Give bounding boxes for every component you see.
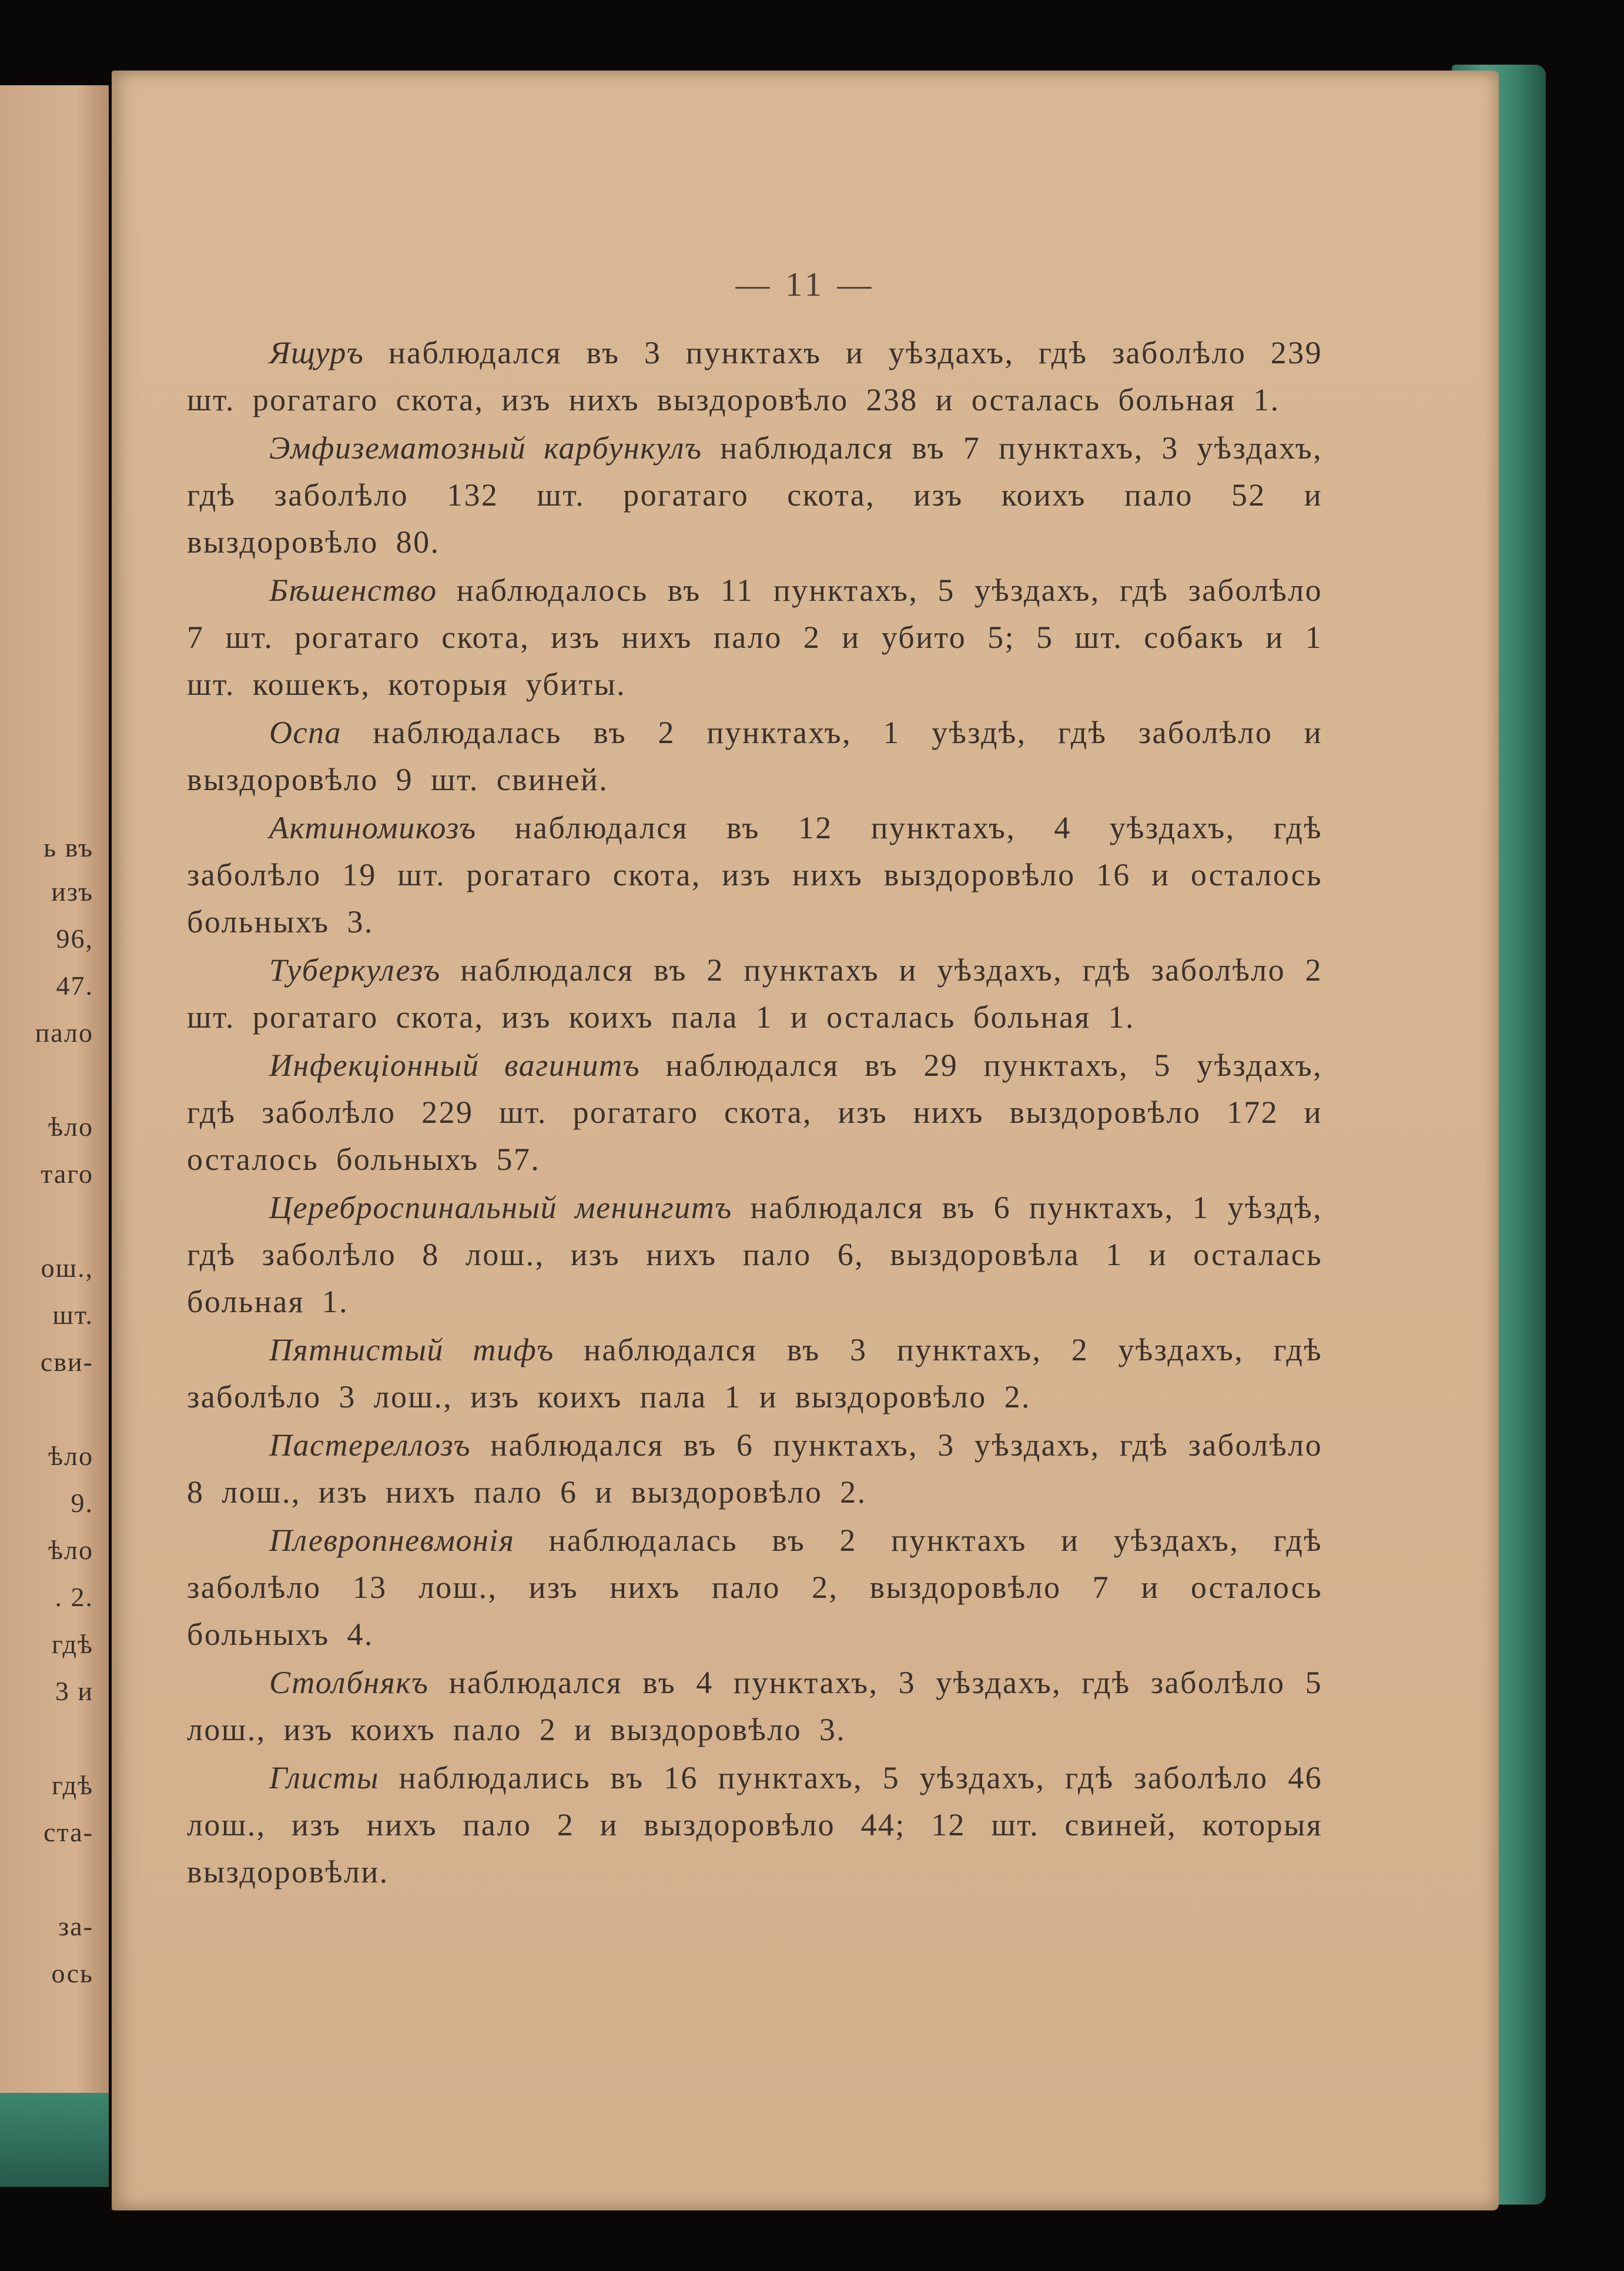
- facing-page-fragment: таго: [41, 1159, 93, 1189]
- paragraph-text: наблюдался въ 29 пунктахъ, 5 уѣздахъ, гдѣ заболѣло 229 шт. рогатаго скота, изъ нихъ выздоровѣло 172 и осталось больныхъ 57.: [187, 1048, 1322, 1177]
- paragraph-beshenstvo: [187, 567, 1322, 708]
- disease-term: Эмфизематозный карбункулъ: [269, 430, 702, 466]
- disease-term: Плевропневмонія: [269, 1523, 515, 1558]
- paragraph-tuberkulez: [187, 946, 1322, 1041]
- facing-page: [0, 85, 109, 2093]
- paragraph-tif: [187, 1326, 1322, 1420]
- paragraph-text: наблюдался въ 7 пунктахъ, 3 уѣздахъ, гдѣ заболѣло 132 шт. рогатаго скота, изъ коихъ пало 52 и выздоровѣло 80.: [187, 430, 1323, 560]
- book-cover-corner: [0, 2093, 109, 2187]
- facing-page-fragment: ош.,: [41, 1253, 93, 1283]
- disease-term: Туберкулезъ: [269, 952, 441, 988]
- disease-term: Оспа: [269, 715, 341, 750]
- paragraph-text: наблюдался въ 6 пунктахъ, 1 уѣздѣ, гдѣ заболѣло 8 лош., изъ нихъ пало 6, выздоровѣла 1 и осталась больная 1.: [187, 1190, 1322, 1319]
- facing-page-fragment: за-: [58, 1911, 93, 1941]
- paragraph-aktinomikoz: [187, 804, 1322, 945]
- paragraph-pasterelloz: [187, 1422, 1322, 1516]
- facing-page-fragment: шт.: [52, 1300, 93, 1330]
- facing-page-fragment: сви-: [40, 1347, 93, 1377]
- page-body: [187, 329, 1322, 1897]
- facing-page-fragment: пало: [35, 1018, 93, 1048]
- facing-page-fragment: ось: [51, 1958, 93, 1988]
- page-number: — 11 —: [735, 265, 875, 303]
- disease-term: Столбнякъ: [269, 1665, 429, 1700]
- paragraph-text: наблюдались въ 16 пунктахъ, 5 уѣздахъ, гдѣ заболѣло 46 лош., изъ нихъ пало 2 и выздоровѣло 44; 12 шт. свиней, которыя выздоровѣли.: [187, 1760, 1322, 1889]
- facing-page-fragment: изъ: [51, 877, 93, 907]
- paragraph-text: наблюдался въ 4 пунктахъ, 3 уѣздахъ, гдѣ заболѣло 5 лош., изъ коихъ пало 2 и выздоровѣло 3.: [187, 1665, 1322, 1747]
- paragraph-text: наблюдался въ 6 пунктахъ, 3 уѣздахъ, гдѣ заболѣло 8 лош., изъ нихъ пало 6 и выздоровѣло 2.: [187, 1427, 1322, 1510]
- paragraph-text: наблюдалось въ 11 пунктахъ, 5 уѣздахъ, гдѣ заболѣло 7 шт. рогатаго скота, изъ нихъ пало 2 и убито 5; 5 шт. собакъ и 1 шт. кошекъ, которыя убиты.: [187, 573, 1322, 702]
- facing-page-fragment: гдѣ: [52, 1629, 93, 1659]
- disease-term: Пастереллозъ: [269, 1427, 471, 1463]
- facing-page-fragment: ста-: [43, 1817, 93, 1847]
- disease-term: Пятнистый тифъ: [269, 1332, 554, 1367]
- paragraph-karbunkul: [187, 424, 1322, 566]
- paragraph-text: наблюдался въ 2 пунктахъ и уѣздахъ, гдѣ заболѣло 2 шт. рогатаго скота, изъ коихъ пала 1 и осталась больная 1.: [187, 952, 1322, 1035]
- facing-page-fragment: гдѣ: [52, 1770, 93, 1800]
- disease-term: Актиномикозъ: [269, 810, 477, 845]
- facing-page-fragment: ѣло: [48, 1535, 93, 1565]
- paragraph-ospa: [187, 709, 1322, 803]
- disease-term: Ящуръ: [269, 335, 364, 370]
- disease-term: Глисты: [269, 1760, 379, 1795]
- paragraph-text: наблюдался въ 12 пунктахъ, 4 уѣздахъ, гдѣ заболѣло 19 шт. рогатаго скота, изъ нихъ выздоровѣло 16 и осталось больныхъ 3.: [187, 810, 1322, 939]
- paragraph-glisty: [187, 1754, 1322, 1895]
- paragraph-text: наблюдалась въ 2 пунктахъ, 1 уѣздѣ, гдѣ заболѣло и выздоровѣло 9 шт. свиней.: [187, 715, 1322, 797]
- facing-page-fragment: 47.: [56, 971, 93, 1001]
- paragraph-plevropnevmoniya: [187, 1517, 1322, 1658]
- facing-page-fragment: ѣло: [48, 1112, 93, 1142]
- paragraph-text: наблюдался въ 3 пунктахъ и уѣздахъ, гдѣ заболѣло 239 шт. рогатаго скота, изъ нихъ выздоровѣло 238 и осталась больная 1.: [187, 335, 1322, 417]
- book-page: [112, 71, 1499, 2210]
- disease-term: Цереброспинальный менингитъ: [269, 1190, 732, 1225]
- disease-term: Бѣшенство: [269, 573, 437, 608]
- facing-page-fragment: 9.: [71, 1488, 93, 1518]
- facing-page-fragment: 96,: [56, 924, 93, 954]
- facing-page-fragment: ь въ: [43, 832, 93, 862]
- facing-page-fragment: 3 и: [55, 1676, 93, 1706]
- paragraph-meningit: [187, 1184, 1322, 1325]
- facing-page-fragment: . 2.: [55, 1582, 93, 1612]
- disease-term: Инфекціонный вагинитъ: [269, 1048, 640, 1083]
- paragraph-vaginit: [187, 1042, 1322, 1183]
- paragraph-stolbnyak: [187, 1659, 1322, 1753]
- paragraph-yashchur: [187, 329, 1322, 423]
- paragraph-text: наблюдалась въ 2 пунктахъ и уѣздахъ, гдѣ заболѣло 13 лош., изъ нихъ пало 2, выздоровѣло 7 и осталось больныхъ 4.: [187, 1523, 1322, 1652]
- paragraph-text: наблюдался въ 3 пунктахъ, 2 уѣздахъ, гдѣ заболѣло 3 лош., изъ коихъ пала 1 и выздоровѣло 2.: [187, 1332, 1322, 1414]
- facing-page-fragment: ѣло: [48, 1441, 93, 1471]
